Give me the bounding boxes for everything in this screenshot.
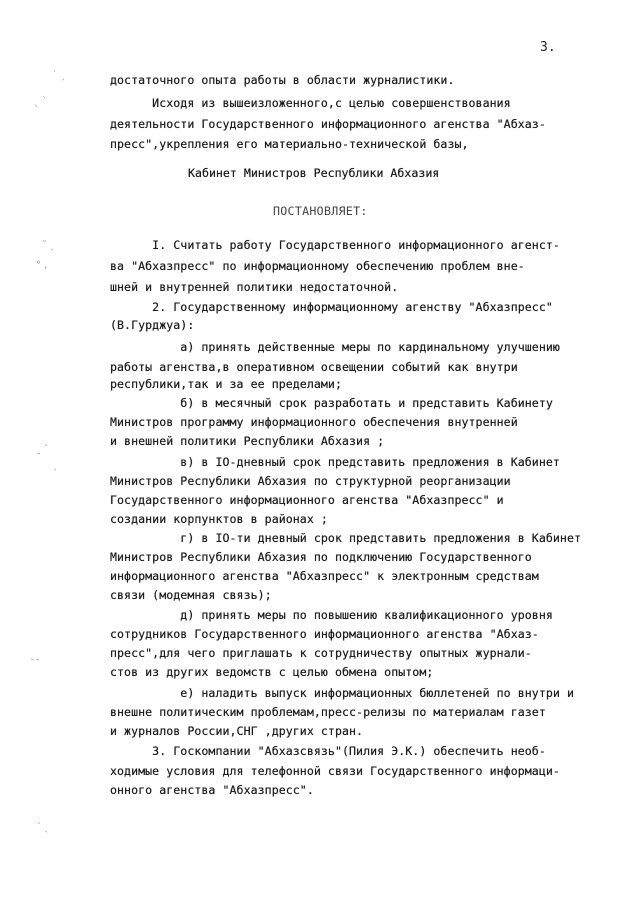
text-line: е) наладить выпуск информационных бюллетеней по внутри и [110,686,574,700]
text-line: г) в IO-ти дневный срок представить предложения в Кабинет [110,531,582,545]
text-line: пресс",для чего приглашать к сотрудничеству опытных журнали- [110,646,532,660]
page-number: 3. [540,40,556,55]
text-line: достаточного опыта работы в области журналистики. [110,73,455,87]
text-line: ходимые условия для телефонной связи Государственного информаци- [110,764,560,778]
text-line: д) принять меры по повышению квалификационного уровня [110,608,553,622]
text-line: и журналов России,СНГ ,других стран. [110,724,364,738]
text-line: стов из других ведомств с целью обмена опытом; [110,665,434,679]
text-line: ва "Абхазпресс" по информационному обеспечению проблем вне- [110,259,525,273]
text-line: сотрудников Государственного информационного агенства "Абхаз- [110,627,539,641]
scan-speck: ° , [36,260,48,271]
text-line: создании корпунктов в районах ; [110,512,328,526]
text-line: внешне политическим проблемам,пресс-релизы по материалам газет [110,705,546,719]
text-line: Министров Республики Абхазия по подключению Государственного [110,550,532,564]
scan-speck: ˘ ˎ [42,240,56,251]
text-line: в) в IO-дневный срок представить предложения в Кабинет [110,455,560,469]
text-line: 3. Госкомпании "Абхазсвязь"(Пилия Э.К.) обеспечить необ- [110,744,546,758]
text-line: Министров Республики Абхазия по структурной реорганизации [110,474,511,488]
text-line: б) в месячный срок разработать и представить Кабинету [110,396,553,410]
scan-speck: ˊ ˎ [36,822,50,833]
text-line: пресс",укрепления его материально-технической базы, [110,137,469,151]
text-line: работы агенства,в оперативном освещении событий как внутри [110,360,518,374]
text-line: (В.Гурджуа): [110,318,195,332]
text-line: I. Считать работу Государственного информационного агенст- [110,238,560,252]
text-line: Государственного информационного агенства "Абхазпресс" и [110,493,504,507]
decree-heading: ПОСТАНОВЛЯЕТ: [273,204,368,218]
text-line: связи (модемная связь); [110,588,272,602]
text-line: и внешней политики Республики Абхазия ; [110,434,385,448]
scan-speck: ˎ ˋ [34,96,48,107]
scan-speck: ˙ ˏ [52,70,66,81]
scan-speck: ˍ ˋ [36,444,50,455]
text-line: шней и внутренней политики недостаточной. [110,280,399,294]
text-line: а) принять действенные меры по кардинальному улучшению [110,340,560,354]
text-line: 2. Государственному информационному агенству "Абхазпресс" [110,300,553,314]
text-line: Исходя из вышеизложенного,с целью совершенствования [110,96,511,110]
scan-speck: ˍˍ [30,650,40,661]
scan-speck: ˏ [52,460,57,471]
issuing-authority: Кабинет Министров Республики Абхазия [188,166,440,180]
text-line: Министров программу информационного обеспечения внутренней [110,415,518,429]
text-line: информационного агенства "Абхазпресс" к электронным средствам [110,569,539,583]
text-line: республики,так и за ее пределами; [110,377,342,391]
text-line: деятельности Государственного информационного агенства "Абхаз- [110,117,546,131]
text-line: онного агенства "Абхазпресс". [110,783,314,797]
